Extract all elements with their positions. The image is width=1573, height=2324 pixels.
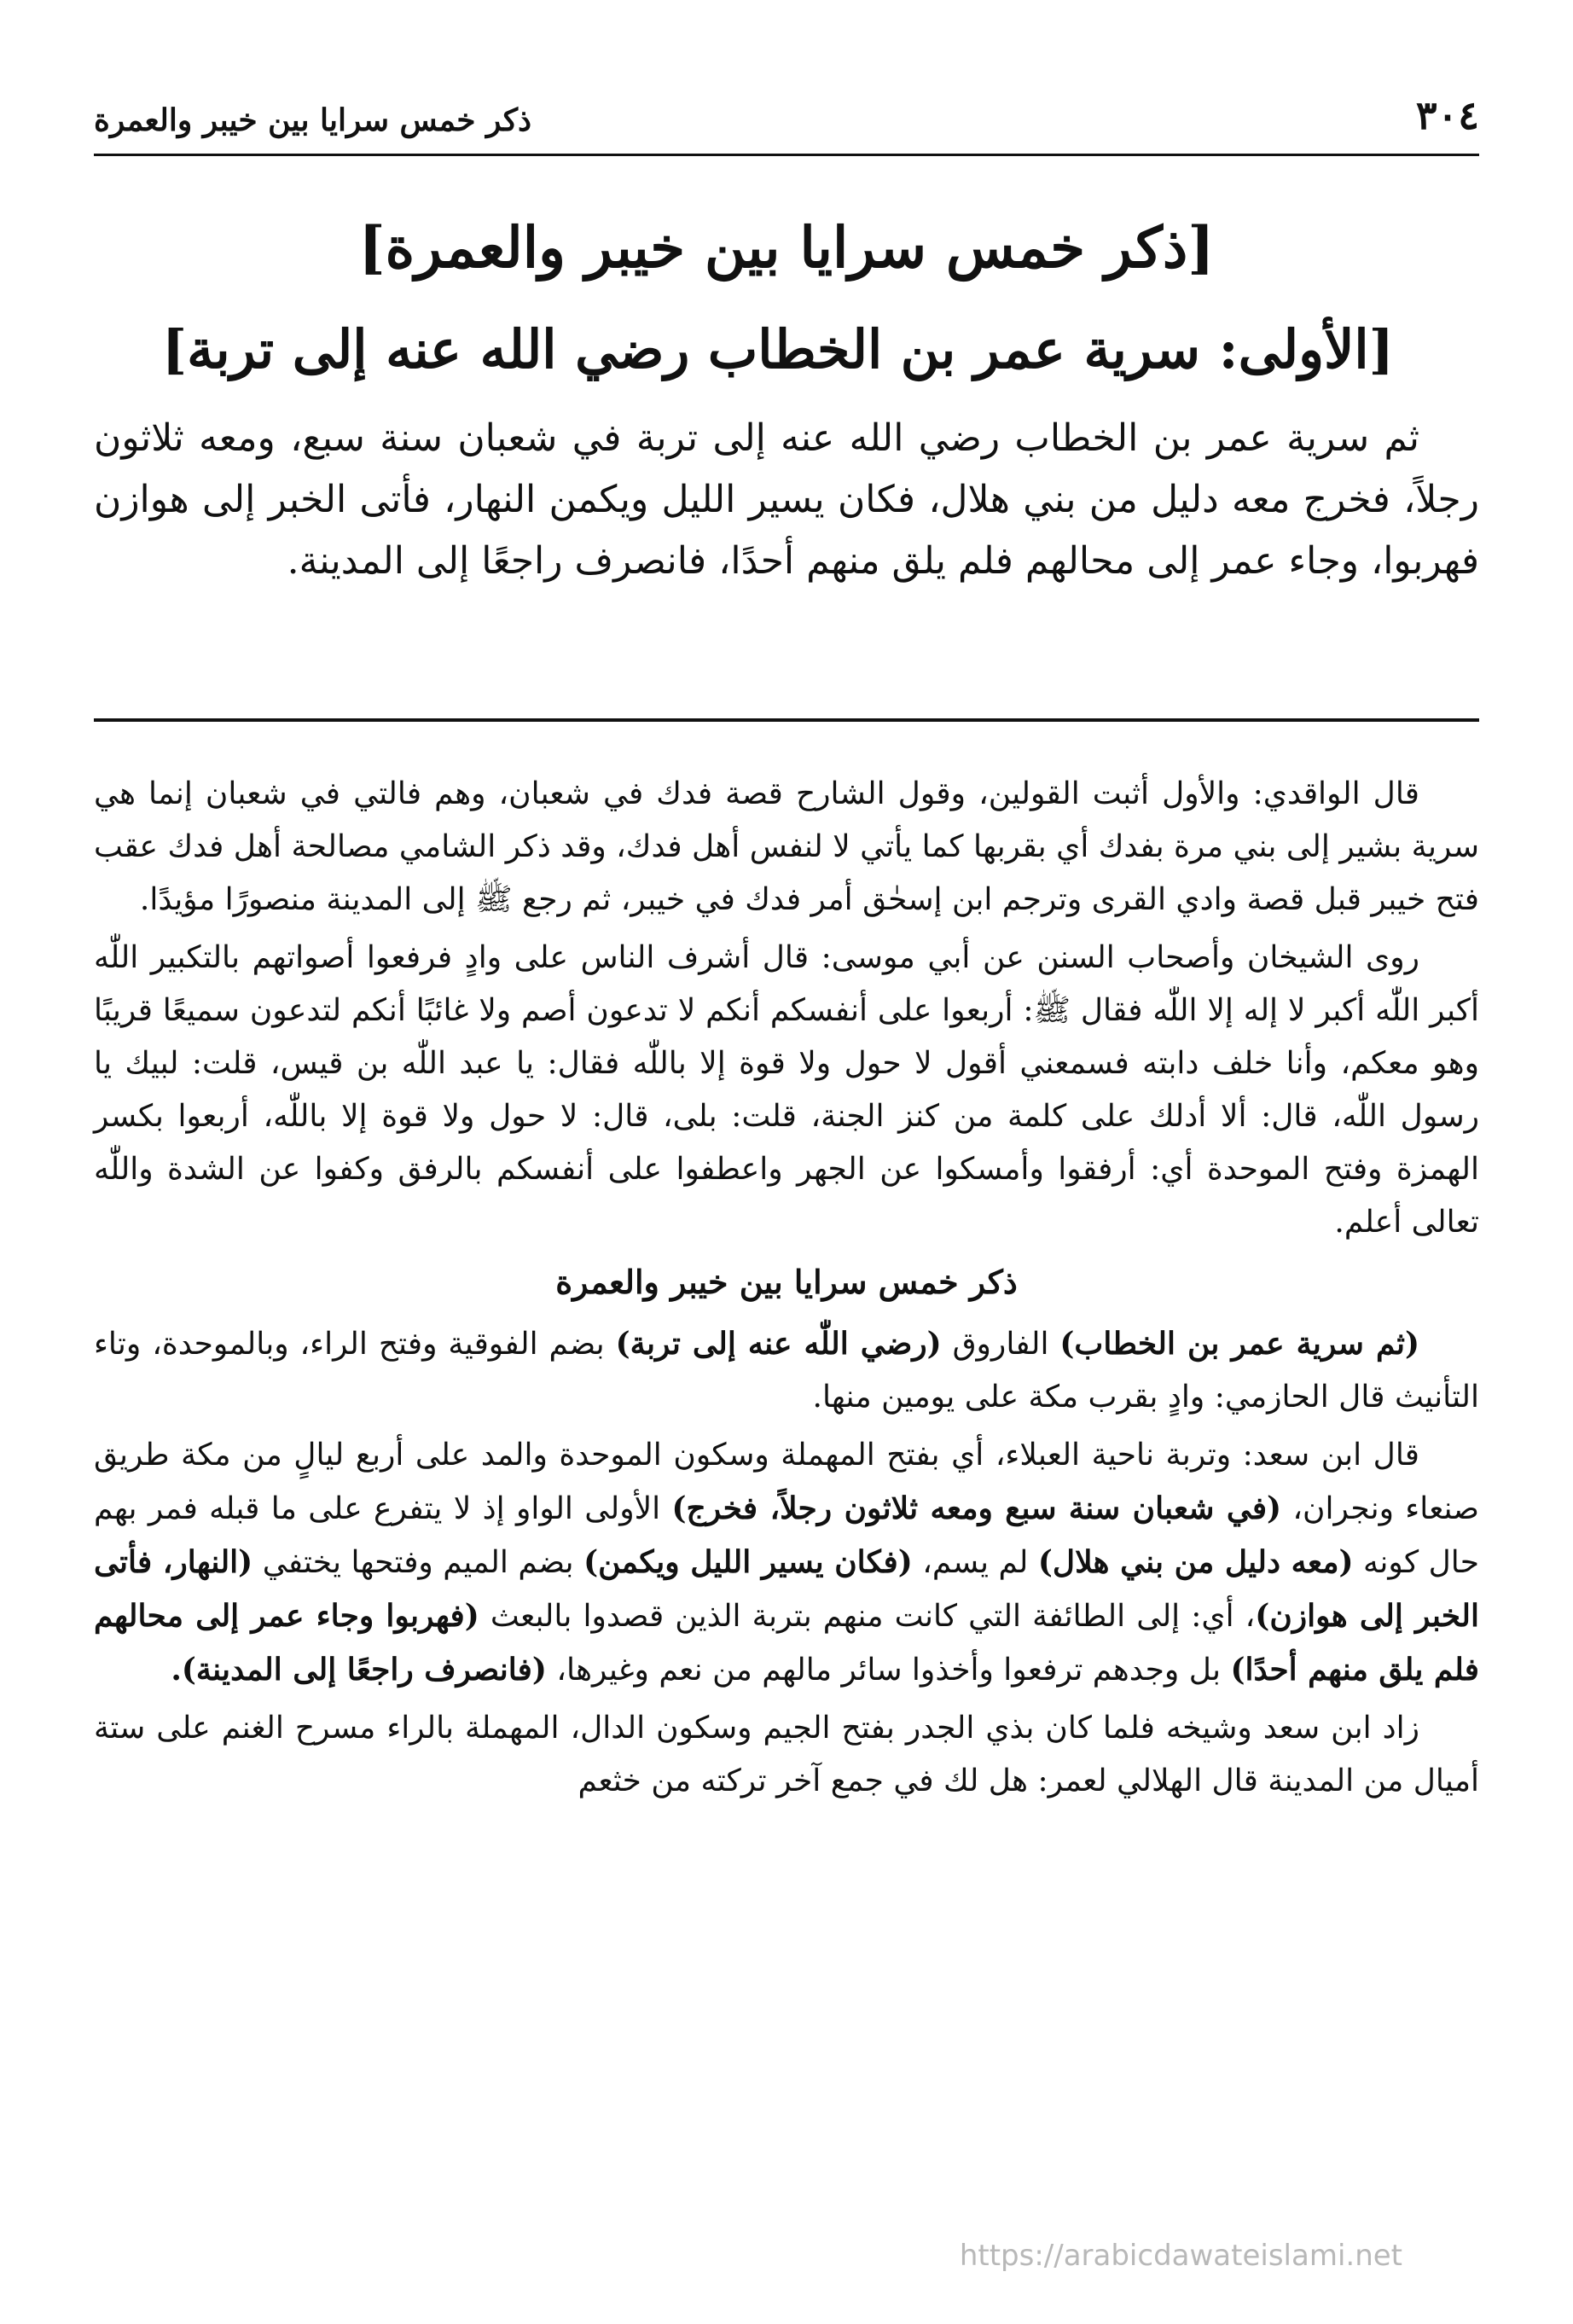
commentary-paragraph-4 <box>94 1429 1479 1697</box>
running-header-title: ذكر خمس سرايا بين خيبر والعمرة <box>94 102 532 138</box>
commentary-paragraph-3 <box>94 1317 1479 1424</box>
gloss-text: ، أي: إلى الطائفة التي كانت منهم بتربة الذين قصدوا بالبعث <box>479 1599 1256 1634</box>
quoted-text: (معه دليل من بني هلال) <box>1037 1544 1354 1580</box>
quoted-text: (النهار، فأتى الخبر إلى هوازن) <box>94 1544 1479 1634</box>
main-text-paragraph: ثم سرية عمر بن الخطاب رضي الله عنه إلى تربة في شعبان سنة سبع، ومعه ثلاثون رجلاً، فخرج معه دليل من بني هلال، فكان يسير الليل ويكمن النهار، فأتى الخبر إلى هوازن فهربوا، وجاء عمر إلى محالهم فلم يلق منهم أحدًا، فانصرف راجعًا إلى المدينة. <box>94 416 1479 583</box>
quoted-text: (في شعبان سنة سبع ومعه ثلاثون رجلاً، فخرج) <box>671 1490 1282 1526</box>
commentary-paragraph-5: زاد ابن سعد وشيخه فلما كان بذي الجدر بفتح الجيم وسكون الدال، المهملة بالراء مسرح الغنم على ستة أميال من المدينة قال الهلالي لعمر: هل لك في جمع آخر تركته من خثعم <box>94 1711 1479 1798</box>
gloss-text: لم يسم، <box>912 1545 1038 1580</box>
section-title: [الأولى: سرية عمر بن الخطاب رضي الله عنه إلى تربة] <box>161 318 1394 381</box>
quoted-text: (ثم سرية عمر بن الخطاب) <box>1059 1326 1419 1362</box>
main-text <box>94 408 1479 592</box>
page-number: ٣٠٤ <box>1415 92 1479 138</box>
watermark-url: https://arabicdawateislami.net <box>959 2239 1402 2273</box>
gloss-text: الفاروق <box>941 1327 1060 1362</box>
gloss-text: قال ابن سعد: وتربة ناحية العبلاء، أي بفتح المهملة وسكون الموحدة والمد على أربع ليالٍ من مكة طريق صنعاء ونجران، <box>94 1438 1479 1526</box>
gloss-text: بضم الفوقية وفتح الراء، وبالموحدة، وتاء التأنيث قال الحازمي: وادٍ بقرب مكة على يومين منها. <box>94 1327 1479 1415</box>
header-rule <box>94 154 1479 156</box>
commentary-heading: ذكر خمس سرايا بين خيبر والعمرة <box>555 1263 1018 1301</box>
running-header <box>94 78 1479 138</box>
gloss-text: بضم الميم وفتحها يختفي <box>252 1545 584 1580</box>
quoted-text: (فانصرف راجعًا إلى المدينة). <box>171 1652 547 1688</box>
text-commentary-divider <box>94 718 1479 722</box>
commentary-paragraph-1: قال الواقدي: والأول أثبت القولين، وقول الشارح قصة فدك في شعبان، وهم فالتي في شعبان إنما هي سرية بشير إلى بني مرة بفدك أي بقربها كما يأتي لا لنفس أهل فدك، وقد ذكر الشامي مصالحة أهل فدك عقب فتح خيبر قبل قصة وادي القرى وترجم ابن إسحٰق أمر فدك في خيبر، ثم رجع ﷺ إلى المدينة منصورًا مؤيدًا. <box>94 776 1479 917</box>
commentary-paragraph-2: روى الشيخان وأصحاب السنن عن أبي موسى: قال أشرف الناس على وادٍ فرفعوا أصواتهم بالتكبير اللّٰه أكبر اللّٰه أكبر لا إله إلا اللّٰه فقال ﷺ: أربعوا على أنفسكم أنكم لا تدعون أصم ولا غائبًا أنكم لتدعون سميعًا قريبًا وهو معكم، وأنا خلف دابته فسمعني أقول لا حول ولا قوة إلا باللّٰه فقال: يا عبد اللّٰه بن قيس، قلت: لبيك يا رسول اللّٰه، قال: ألا أدلك على كلمة من كنز الجنة، قلت: بلى، قال: لا حول ولا قوة إلا باللّٰه، أربعوا بكسر الهمزة وفتح الموحدة أي: أرفقوا وأمسكوا عن الجهر واعطفوا على أنفسكم بالرفق وكفوا عن الشدة واللّٰه تعالى أعلم. <box>94 940 1479 1240</box>
gloss-text: بل وجدهم ترفعوا وأخذوا سائر مالهم من نعم وغيرها، <box>546 1653 1231 1688</box>
commentary <box>94 768 1479 1813</box>
quoted-text: (فكان يسير الليل ويكمن) <box>583 1544 913 1580</box>
chapter-title: [ذكر خمس سرايا بين خيبر والعمرة] <box>358 214 1215 281</box>
quoted-text: (رضي اللّٰه عنه إلى تربة) <box>615 1326 942 1362</box>
gloss-text: الأولى الواو إذ لا يتفرع على ما قبله فمر بهم حال كونه <box>94 1491 1479 1580</box>
quoted-text: (فهربوا وجاء عمر إلى محالهم فلم يلق منهم أحدًا) <box>94 1598 1479 1688</box>
